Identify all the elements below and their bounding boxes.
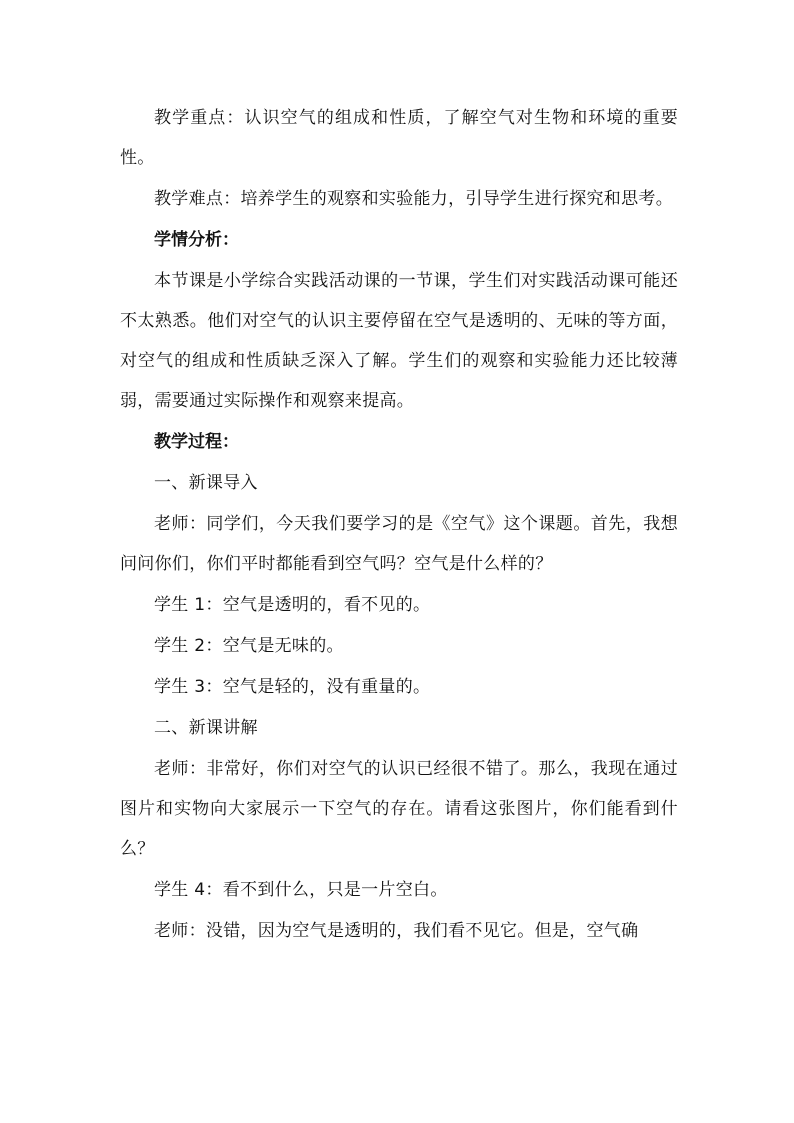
heading-teaching-process: 教学过程： — [154, 432, 239, 452]
section-intro-title: 一、新课导入 — [154, 473, 258, 493]
dialogue-student-2: 学生 2：空气是无味的。 — [154, 636, 344, 656]
document-body — [120, 98, 678, 952]
paragraph-student-analysis: 本节课是小学综合实践活动课的一节课，学生们对实践活动课可能还不太熟悉。他们对空气的认识主要停留在空气是透明的、无味的等方面，对空气的组成和性质缺乏深入了解。学生们的观察和实验能力还比较薄弱，需要通过实际操作和观察来提高。 — [120, 271, 678, 411]
dialogue-teacher-1: 老师：同学们，今天我们要学习的是《空气》这个课题。首先，我想问问你们，你们平时都能看到空气吗？空气是什么样的？ — [120, 514, 678, 574]
paragraph-key-points: 教学重点：认识空气的组成和性质，了解空气对生物和环境的重要性。 — [120, 108, 678, 168]
dialogue-teacher-2: 老师：非常好，你们对空气的认识已经很不错了。那么，我现在通过图片和实物向大家展示一下空气的存在。请看这张图片，你们能看到什么？ — [120, 759, 678, 859]
dialogue-student-4: 学生 4：看不到什么，只是一片空白。 — [154, 880, 448, 900]
dialogue-student-3: 学生 3：空气是轻的，没有重量的。 — [154, 677, 431, 697]
dialogue-student-1: 学生 1：空气是透明的，看不见的。 — [154, 595, 431, 615]
section-lecture-title: 二、新课讲解 — [154, 718, 258, 738]
heading-student-analysis: 学情分析： — [154, 230, 239, 250]
paragraph-difficulties: 教学难点：培养学生的观察和实验能力，引导学生进行探究和思考。 — [154, 189, 673, 209]
dialogue-teacher-3: 老师：没错，因为空气是透明的，我们看不见它。但是，空气确 — [154, 921, 639, 941]
